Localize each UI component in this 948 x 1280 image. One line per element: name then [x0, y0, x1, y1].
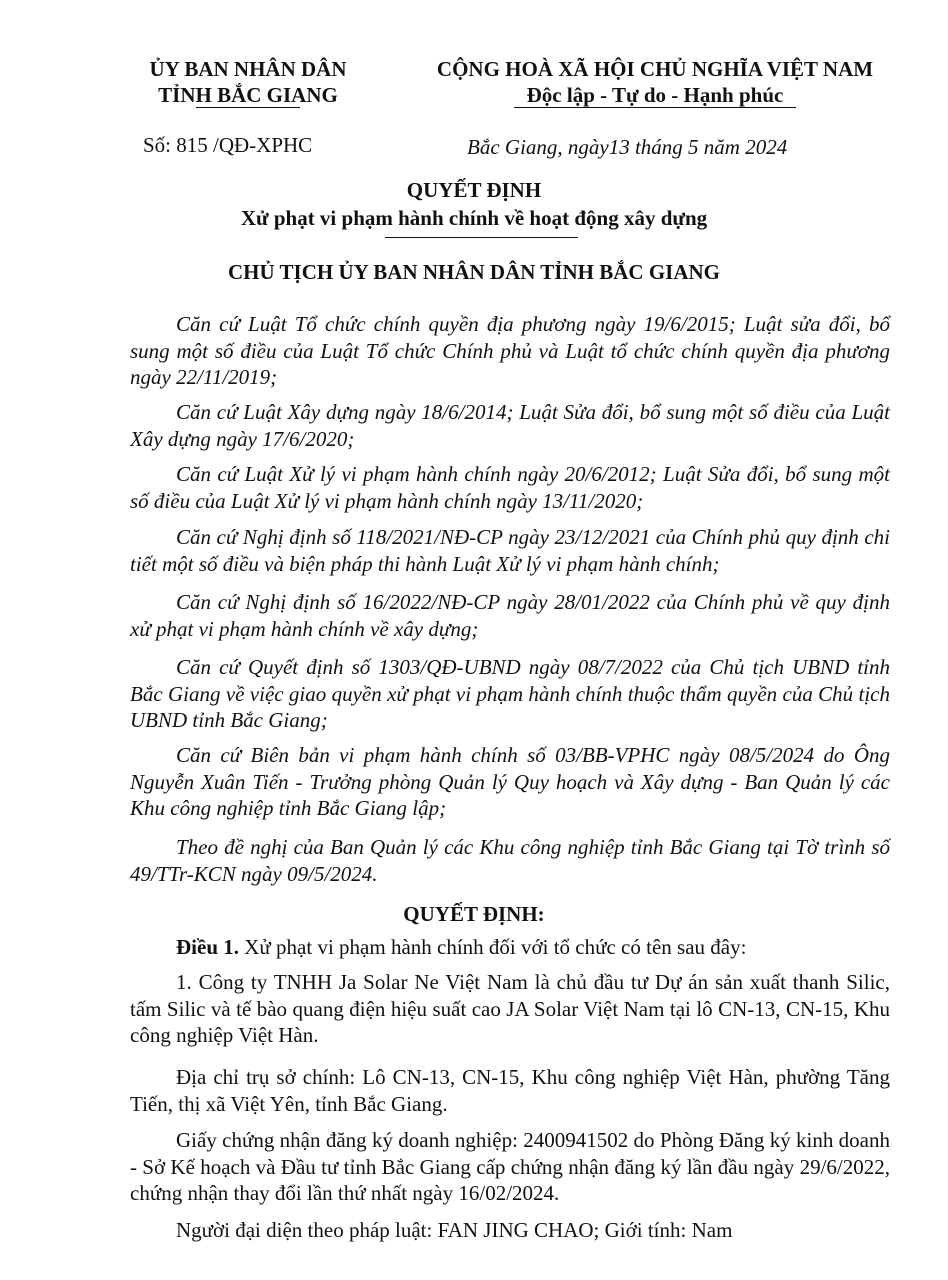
article-1-text: Xử phạt vi phạm hành chính đối với tổ chức có tên sau đây:: [239, 935, 747, 959]
document-title: QUYẾT ĐỊNH: [406, 178, 542, 202]
document-date: Bắc Giang, ngày13 tháng 5 năm 2024: [467, 135, 788, 159]
legal-basis-7: Căn cứ Biên bản vi phạm hành chính số 03/BB-VPHC ngày 08/5/2024 do Ông Nguyễn Xuân Tiến - Trưởng phòng Quản lý Quy hoạch và Xây dựng - Ban Quản lý các Khu công nghiệp tỉnh Bắc Giang lập;: [130, 743, 890, 820]
authority-underline: [196, 107, 300, 108]
nation-name: CỘNG HOÀ XÃ HỘI CHỦ NGHĨA VIỆT NAM: [436, 57, 874, 81]
company-address: Địa chỉ trụ sở chính: Lô CN-13, CN-15, Khu công nghiệp Việt Hàn, phường Tăng Tiến, thị xã Việt Yên, tỉnh Bắc Giang.: [130, 1065, 890, 1116]
document-number: Số: 815 /QĐ-XPHC: [143, 133, 313, 157]
company-description: 1. Công ty TNHH Ja Solar Ne Việt Nam là chủ đầu tư Dự án sản xuất thanh Silic, tấm Silic và tế bào quang điện hiệu suất cao JA Solar Việt Nam tại lô CN-13, CN-15, Khu công nghiệp Việt Hàn.: [130, 970, 890, 1047]
business-registration: Giấy chứng nhận đăng ký doanh nghiệp: 2400941502 do Phòng Đăng ký kinh doanh - Sở Kế hoạch và Đầu tư tỉnh Bắc Giang cấp chứng nhận đăng ký lần đầu ngày 29/6/2022, chứng nhận thay đổi lần thứ nhất ngày 16/02/2024.: [130, 1128, 890, 1205]
legal-basis-1: Căn cứ Luật Tổ chức chính quyền địa phương ngày 19/6/2015; Luật sửa đổi, bổ sung một số điều của Luật Tổ chức Chính phủ và Luật tổ chức chính quyền địa phương ngày 22/11/2019;: [130, 312, 890, 389]
national-heading: [405, 56, 905, 108]
legal-basis-6: Căn cứ Quyết định số 1303/QĐ-UBND ngày 08/7/2022 của Chủ tịch UBND tỉnh Bắc Giang về việc giao quyền xử phạt vi phạm hành chính thuộc thẩm quyền của Chủ tịch UBND tỉnh Bắc Giang;: [130, 655, 890, 732]
legal-representative: Người đại diện theo pháp luật: FAN JING CHAO; Giới tính: Nam: [176, 1218, 733, 1242]
legal-basis-4: Căn cứ Nghị định số 118/2021/NĐ-CP ngày 23/12/2021 của Chính phủ quy định chi tiết một số điều và biện pháp thi hành Luật Xử lý vi phạm hành chính;: [130, 525, 890, 576]
proposal-basis: Theo đề nghị của Ban Quản lý các Khu công nghiệp tỉnh Bắc Giang tại Tờ trình số 49/TTr-KCN ngày 09/5/2024.: [130, 835, 890, 886]
article-1-label: Điều 1.: [176, 935, 239, 959]
national-motto: Độc lập - Tự do - Hạnh phúc: [526, 83, 784, 107]
authority-line-2: TỈNH BẮC GIANG: [158, 83, 338, 107]
decision-heading: QUYẾT ĐỊNH:: [403, 902, 545, 926]
issuer-title: CHỦ TỊCH ỦY BAN NHÂN DÂN TỈNH BẮC GIANG: [228, 260, 720, 284]
authority-line-1: ỦY BAN NHÂN DÂN: [149, 57, 347, 81]
legal-basis-3: Căn cứ Luật Xử lý vi phạm hành chính ngày 20/6/2012; Luật Sửa đổi, bổ sung một số điều của Luật Xử lý vi phạm hành chính ngày 13/11/2020;: [130, 462, 890, 513]
article-1: [130, 934, 890, 961]
motto-underline: [514, 107, 796, 108]
title-divider: [385, 237, 578, 238]
document-subtitle: Xử phạt vi phạm hành chính về hoạt động xây dựng: [240, 206, 708, 230]
issuing-authority: [128, 56, 368, 108]
legal-basis-2: Căn cứ Luật Xây dựng ngày 18/6/2014; Luật Sửa đổi, bổ sung một số điều của Luật Xây dựng ngày 17/6/2020;: [130, 400, 890, 451]
legal-basis-5: Căn cứ Nghị định số 16/2022/NĐ-CP ngày 28/01/2022 của Chính phủ về quy định xử phạt vi phạm hành chính về xây dựng;: [130, 590, 890, 641]
